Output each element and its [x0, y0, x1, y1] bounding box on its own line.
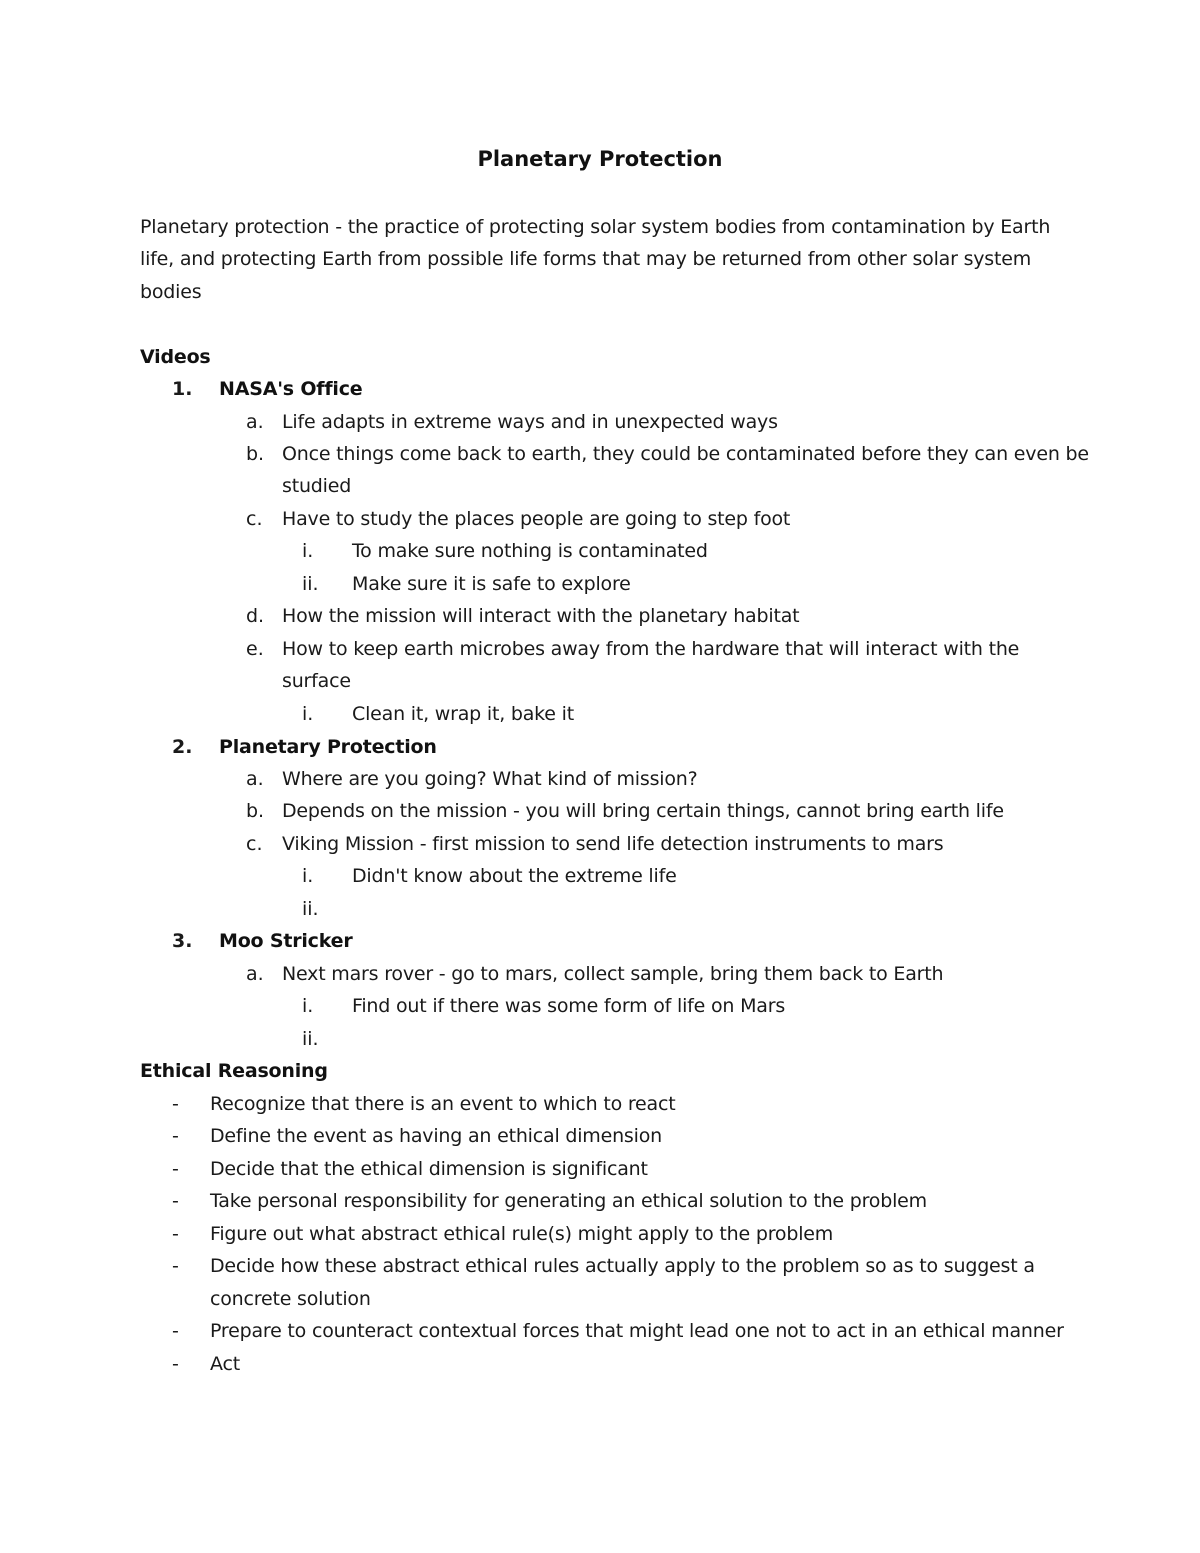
bullet-marker: -	[172, 1320, 179, 1342]
list-item-continuation: concrete solution	[210, 1288, 371, 1310]
bullet-marker: -	[172, 1158, 179, 1180]
bullet-marker: -	[172, 1353, 179, 1375]
list-item: Prepare to counteract contextual forces that might lead one not to act in an ethical manner	[210, 1320, 1064, 1342]
list-item: Viking Mission - first mission to send life detection instruments to mars	[282, 833, 944, 855]
bullet-marker: -	[172, 1190, 179, 1212]
bullet-marker: -	[172, 1093, 179, 1115]
list-item: Clean it, wrap it, bake it	[352, 703, 574, 725]
list-item: Depends on the mission - you will bring certain things, cannot bring earth life	[282, 800, 1004, 822]
list-item: Define the event as having an ethical dimension	[210, 1125, 662, 1147]
bullet-marker: -	[172, 1125, 179, 1147]
list-item: To make sure nothing is contaminated	[352, 540, 708, 562]
list-item: Once things come back to earth, they could be contaminated before they can even be	[282, 443, 1089, 465]
list-marker: ii.	[302, 573, 319, 595]
video-title-1: NASA's Office	[219, 378, 363, 400]
page-title: Planetary Protection	[477, 147, 723, 171]
list-marker: i.	[302, 540, 314, 562]
list-item: Didn't know about the extreme life	[352, 865, 677, 887]
list-marker: e.	[246, 638, 264, 660]
list-marker: i.	[302, 865, 314, 887]
bullet-marker: -	[172, 1255, 179, 1277]
bullet-marker: -	[172, 1223, 179, 1245]
list-item: Find out if there was some form of life on Mars	[352, 995, 786, 1017]
intro-line-1: Planetary protection - the practice of protecting solar system bodies from contamination by Earth	[140, 216, 1051, 238]
ethical-heading: Ethical Reasoning	[140, 1060, 328, 1082]
intro-line-2: life, and protecting Earth from possible life forms that may be returned from other solar system	[140, 248, 1032, 270]
list-item: Next mars rover - go to mars, collect sample, bring them back to Earth	[282, 963, 944, 985]
list-item: Recognize that there is an event to which to react	[210, 1093, 676, 1115]
list-marker: b.	[246, 443, 265, 465]
list-item-continuation: studied	[282, 475, 352, 497]
list-item: Make sure it is safe to explore	[352, 573, 631, 595]
list-marker: c.	[246, 833, 263, 855]
list-item: Decide how these abstract ethical rules actually apply to the problem so as to suggest a	[210, 1255, 1035, 1277]
list-item: Act	[210, 1353, 240, 1375]
video-title-3: Moo Stricker	[219, 930, 353, 952]
list-marker: a.	[246, 963, 264, 985]
list-marker: d.	[246, 605, 265, 627]
list-marker: 2.	[172, 736, 193, 758]
videos-heading: Videos	[140, 346, 211, 368]
list-marker: a.	[246, 411, 264, 433]
list-marker: i.	[302, 995, 314, 1017]
list-item-continuation: surface	[282, 670, 351, 692]
list-item: Life adapts in extreme ways and in unexpected ways	[282, 411, 778, 433]
list-marker: b.	[246, 800, 265, 822]
list-item: Where are you going? What kind of mission?	[282, 768, 698, 790]
video-title-2: Planetary Protection	[219, 736, 437, 758]
list-item: Take personal responsibility for generating an ethical solution to the problem	[210, 1190, 927, 1212]
list-marker: 1.	[172, 378, 193, 400]
list-item: Figure out what abstract ethical rule(s) might apply to the problem	[210, 1223, 834, 1245]
list-marker: 3.	[172, 930, 193, 952]
list-item: Have to study the places people are going to step foot	[282, 508, 791, 530]
list-item: Decide that the ethical dimension is significant	[210, 1158, 648, 1180]
list-item: How the mission will interact with the planetary habitat	[282, 605, 800, 627]
list-marker: ii.	[302, 1028, 319, 1050]
list-marker: i.	[302, 703, 314, 725]
list-marker: a.	[246, 768, 264, 790]
list-item: How to keep earth microbes away from the hardware that will interact with the	[282, 638, 1020, 660]
intro-line-3: bodies	[140, 281, 202, 303]
list-marker: ii.	[302, 898, 319, 920]
list-marker: c.	[246, 508, 263, 530]
